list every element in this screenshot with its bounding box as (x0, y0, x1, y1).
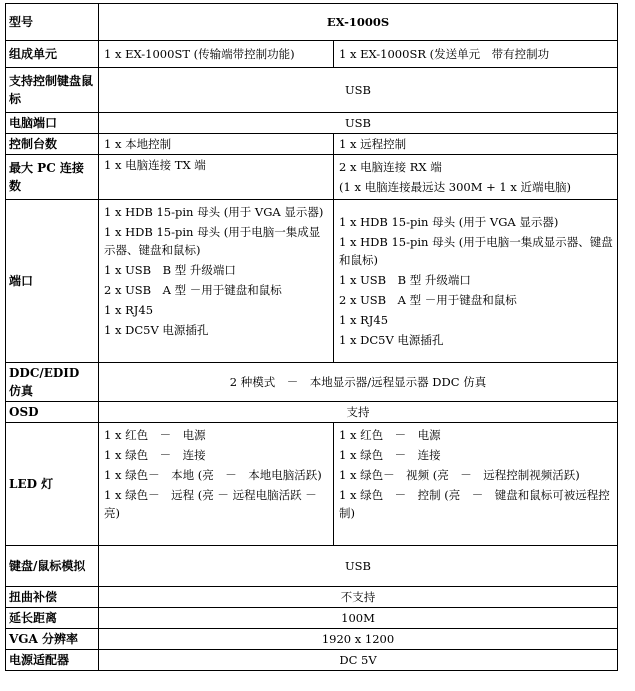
ports-label: 端口 (6, 200, 99, 363)
ddc-value: 2 种模式 － 本地显示器/远程显示器 DDC 仿真 (99, 363, 618, 402)
console-label: 控制台数 (6, 134, 99, 155)
row-ddc (6, 363, 618, 402)
vga-label: VGA 分辨率 (6, 629, 99, 650)
max-pc-right-line: (1 x 电脑连接最远达 300M + 1 x 近端电脑) (339, 180, 572, 194)
port-line: 1 x DC5V 电源插孔 (339, 333, 444, 347)
led-line: 1 x 绿色－ 视频 (亮 － 远程控制视频活跃) (339, 468, 580, 482)
pc-port-value: USB (99, 113, 618, 134)
max-pc-right-line: 2 x 电脑连接 RX 端 (339, 160, 442, 174)
port-line: 1 x USB B 型 升级端口 (104, 263, 236, 277)
row-unit (6, 41, 618, 68)
row-osd (6, 402, 618, 423)
row-distortion (6, 587, 618, 608)
vga-value: 1920 x 1200 (99, 629, 618, 650)
model-label: 型号 (6, 4, 99, 41)
row-console (6, 134, 618, 155)
row-vga (6, 629, 618, 650)
row-ports (6, 200, 618, 363)
power-label: 电源适配器 (6, 650, 99, 671)
row-max-pc (6, 155, 618, 200)
led-line: 1 x 红色 － 电源 (104, 428, 206, 442)
port-line: 1 x HDB 15-pin 母头 (用于 VGA 显示器) (104, 205, 324, 219)
led-right (334, 423, 618, 546)
osd-label: OSD (6, 402, 99, 423)
max-pc-label: 最大 PC 连接数 (6, 155, 99, 200)
port-line: 2 x USB A 型 －用于键盘和鼠标 (339, 293, 517, 307)
led-line: 1 x 绿色 － 控制 (亮 － 键盘和鼠标可被远程控制) (339, 488, 610, 520)
max-pc-left: 1 x 电脑连接 TX 端 (99, 155, 334, 200)
model-value: EX-1000S (99, 4, 618, 41)
port-line: 1 x DC5V 电源插孔 (104, 323, 209, 337)
distance-value: 100M (99, 608, 618, 629)
kbm-support-label: 支持控制键盘鼠标 (6, 68, 99, 113)
port-line: 1 x HDB 15-pin 母头 (用于 VGA 显示器) (339, 215, 559, 229)
row-power (6, 650, 618, 671)
row-kbm-support (6, 68, 618, 113)
port-line: 1 x RJ45 (339, 313, 389, 327)
kbm-emu-label: 键盘/鼠标模拟 (6, 546, 99, 587)
osd-value: 支持 (99, 402, 618, 423)
port-line: 2 x USB A 型 －用于键盘和鼠标 (104, 283, 282, 297)
pc-port-label: 电脑端口 (6, 113, 99, 134)
power-value: DC 5V (99, 650, 618, 671)
led-line: 1 x 红色 － 电源 (339, 428, 441, 442)
ddc-label: DDC/EDID 仿真 (6, 363, 99, 402)
led-label: LED 灯 (6, 423, 99, 546)
led-line: 1 x 绿色 － 连接 (339, 448, 441, 462)
distance-label: 延长距离 (6, 608, 99, 629)
led-line: 1 x 绿色－ 本地 (亮 － 本地电脑活跃) (104, 468, 322, 482)
port-line: 1 x RJ45 (104, 303, 154, 317)
unit-left: 1 x EX-1000ST (传输端带控制功能) (99, 41, 334, 68)
row-led (6, 423, 618, 546)
led-line: 1 x 绿色－ 远程 (亮 － 远程电脑活跃 －亮) (104, 488, 317, 520)
row-kbm-emu (6, 546, 618, 587)
port-line: 1 x HDB 15-pin 母头 (用于电脑一集成显示器、键盘和鼠标) (104, 225, 321, 257)
distortion-value: 不支持 (99, 587, 618, 608)
row-distance (6, 608, 618, 629)
port-line: 1 x USB B 型 升级端口 (339, 273, 471, 287)
led-left (99, 423, 334, 546)
unit-label: 组成单元 (6, 41, 99, 68)
ports-left (99, 200, 334, 363)
console-right: 1 x 远程控制 (334, 134, 618, 155)
kbm-emu-value: USB (99, 546, 618, 587)
distortion-label: 扭曲补偿 (6, 587, 99, 608)
led-line: 1 x 绿色 － 连接 (104, 448, 206, 462)
port-line: 1 x HDB 15-pin 母头 (用于电脑一集成显示器、键盘和鼠标) (339, 235, 613, 267)
ports-right (334, 200, 618, 363)
row-pc-port (6, 113, 618, 134)
kbm-support-value: USB (99, 68, 618, 113)
console-left: 1 x 本地控制 (99, 134, 334, 155)
max-pc-right (334, 155, 618, 200)
spec-table (5, 3, 618, 671)
row-model (6, 4, 618, 41)
unit-right: 1 x EX-1000SR (发送单元 带有控制功 (334, 41, 618, 68)
